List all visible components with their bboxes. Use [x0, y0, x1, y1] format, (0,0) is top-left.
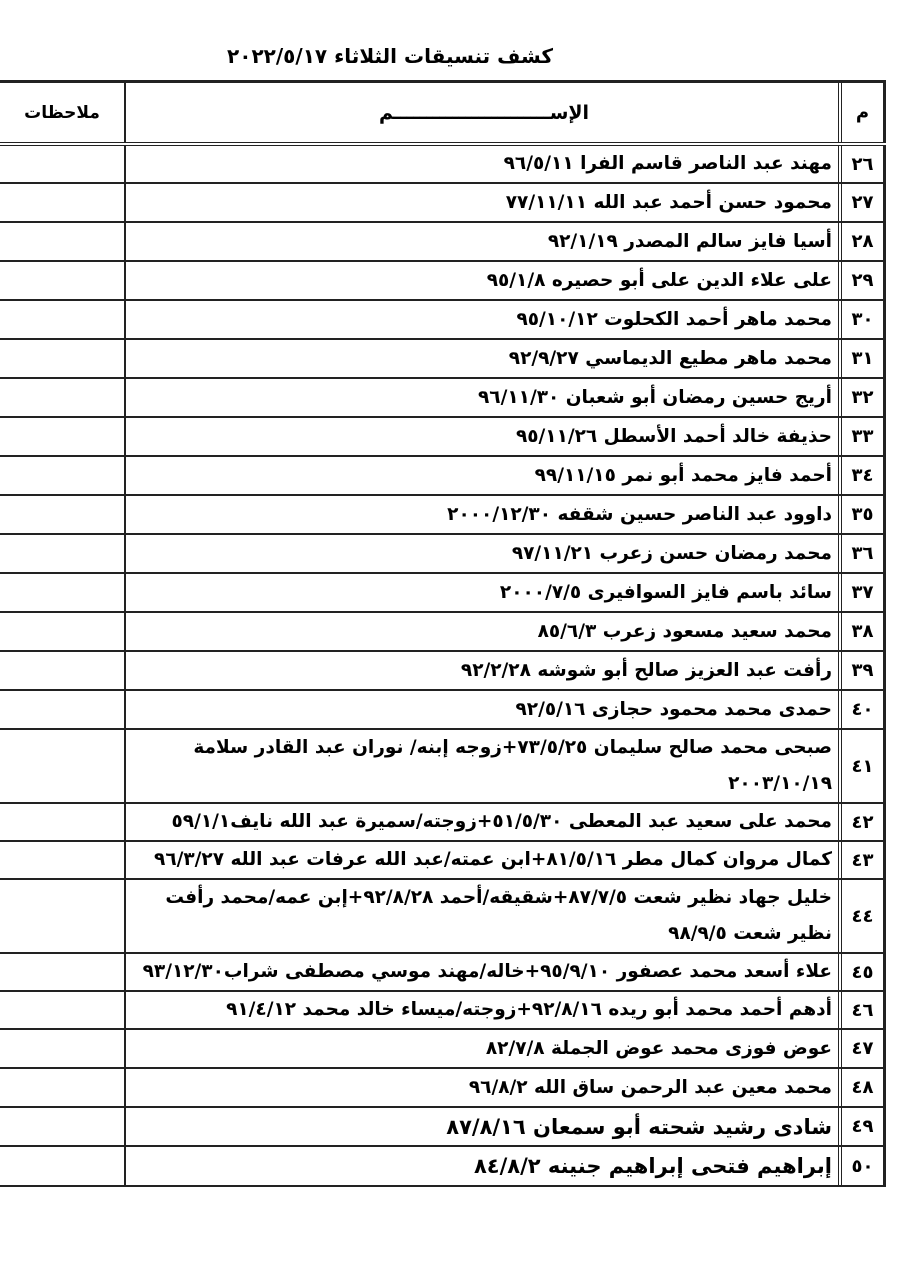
row-notes — [0, 301, 124, 338]
row-name: محمود حسن أحمد عبد الله ٧٧/١١/١١ — [124, 184, 838, 221]
table-row — [0, 535, 886, 574]
row-name: خليل جهاد نظير شعت ٨٧/٧/٥+شقيقه/أحمد ٩٢/٨/٢٨+إبن عمه/محمد رأفت نظير شعت ٩٨/٩/٥ — [124, 880, 838, 952]
row-name: محمد ماهر مطيع الديماسي ٩٢/٩/٢٧ — [124, 340, 838, 377]
row-number: ٤٠ — [838, 691, 886, 728]
table-row — [0, 880, 886, 954]
row-name: إبراهيم فتحى إبراهيم جنينه ٨٤/٨/٢ — [124, 1147, 838, 1185]
row-notes — [0, 146, 124, 182]
row-name: حذيفة خالد أحمد الأسطل ٩٥/١١/٢٦ — [124, 418, 838, 455]
row-number: ٤٧ — [838, 1030, 886, 1067]
row-number: ٣١ — [838, 340, 886, 377]
row-notes — [0, 184, 124, 221]
table-header-row — [0, 80, 886, 146]
table-body — [0, 146, 886, 1187]
table-row — [0, 1069, 886, 1108]
table-row — [0, 613, 886, 652]
row-name: داوود عبد الناصر حسين شقفه ٢٠٠٠/١٢/٣٠ — [124, 496, 838, 533]
table-row — [0, 223, 886, 262]
row-notes — [0, 1030, 124, 1067]
row-number: ٣٦ — [838, 535, 886, 572]
row-name: كمال مروان كمال مطر ٨١/٥/١٦+ابن عمته/عبد الله عرفات عبد الله ٩٦/٣/٢٧ — [124, 842, 838, 878]
table-row — [0, 574, 886, 613]
row-notes — [0, 340, 124, 377]
table-row — [0, 146, 886, 184]
row-notes — [0, 496, 124, 533]
table-row — [0, 1147, 886, 1187]
table-row — [0, 496, 886, 535]
row-notes — [0, 691, 124, 728]
row-notes — [0, 880, 124, 952]
row-number: ٢٩ — [838, 262, 886, 299]
row-number: ٤٤ — [838, 880, 886, 952]
row-name: أدهم أحمد محمد أبو ريده ٩٢/٨/١٦+زوجته/ميساء خالد محمد ٩١/٤/١٢ — [124, 992, 838, 1028]
row-number: ٢٦ — [838, 146, 886, 182]
row-notes — [0, 223, 124, 260]
row-notes — [0, 1069, 124, 1106]
table-row — [0, 1108, 886, 1147]
row-name: سائد باسم فايز السوافيرى ٢٠٠٠/٧/٥ — [124, 574, 838, 611]
row-number: ٤٩ — [838, 1108, 886, 1145]
row-notes — [0, 992, 124, 1028]
row-notes — [0, 1147, 124, 1185]
row-name: أسيا فايز سالم المصدر ٩٢/١/١٩ — [124, 223, 838, 260]
row-name: محمد معين عبد الرحمن ساق الله ٩٦/٨/٢ — [124, 1069, 838, 1106]
row-notes — [0, 613, 124, 650]
row-notes — [0, 842, 124, 878]
table-row — [0, 418, 886, 457]
table-row — [0, 730, 886, 804]
row-number: ٣٧ — [838, 574, 886, 611]
header-name: الإســــــــــــــــــــــــم — [124, 83, 838, 142]
row-number: ٣٠ — [838, 301, 886, 338]
table-row — [0, 652, 886, 691]
row-number: ٤٦ — [838, 992, 886, 1028]
row-notes — [0, 262, 124, 299]
row-number: ٤٥ — [838, 954, 886, 990]
row-number: ٤٢ — [838, 804, 886, 840]
schedule-table — [0, 80, 886, 1187]
row-notes — [0, 418, 124, 455]
row-name: محمد رمضان حسن زعرب ٩٧/١١/٢١ — [124, 535, 838, 572]
table-row — [0, 379, 886, 418]
table-row — [0, 457, 886, 496]
row-name: حمدى محمد محمود حجازى ٩٢/٥/١٦ — [124, 691, 838, 728]
row-name: أريج حسين رمضان أبو شعبان ٩٦/١١/٣٠ — [124, 379, 838, 416]
row-name: محمد ماهر أحمد الكحلوت ٩٥/١٠/١٢ — [124, 301, 838, 338]
row-number: ٣٥ — [838, 496, 886, 533]
row-notes — [0, 652, 124, 689]
table-row — [0, 262, 886, 301]
table-row — [0, 1030, 886, 1069]
row-number: ٤٣ — [838, 842, 886, 878]
row-name: أحمد فايز محمد أبو نمر ٩٩/١١/١٥ — [124, 457, 838, 494]
row-number: ٣٣ — [838, 418, 886, 455]
row-name: شادى رشيد شحته أبو سمعان ٨٧/٨/١٦ — [124, 1108, 838, 1145]
row-name: على علاء الدين على أبو حصيره ٩٥/١/٨ — [124, 262, 838, 299]
row-number: ٤١ — [838, 730, 886, 802]
row-notes — [0, 804, 124, 840]
row-number: ٣٨ — [838, 613, 886, 650]
page-title: كشف تنسيقات الثلاثاء ٢٠٢٢/٥/١٧ — [227, 44, 553, 68]
row-name: عوض فوزى محمد عوض الجملة ٨٢/٧/٨ — [124, 1030, 838, 1067]
row-name: رأفت عبد العزيز صالح أبو شوشه ٩٢/٢/٢٨ — [124, 652, 838, 689]
table-row — [0, 804, 886, 842]
row-notes — [0, 574, 124, 611]
row-notes — [0, 535, 124, 572]
row-number: ٣٢ — [838, 379, 886, 416]
header-number: م — [838, 83, 886, 142]
row-name: مهند عبد الناصر قاسم الفرا ٩٦/٥/١١ — [124, 146, 838, 182]
table-row — [0, 184, 886, 223]
row-notes — [0, 379, 124, 416]
table-row — [0, 691, 886, 730]
row-number: ٥٠ — [838, 1147, 886, 1185]
row-name: محمد سعيد مسعود زعرب ٨٥/٦/٣ — [124, 613, 838, 650]
row-notes — [0, 1108, 124, 1145]
row-number: ٢٧ — [838, 184, 886, 221]
row-number: ٤٨ — [838, 1069, 886, 1106]
row-name: محمد على سعيد عبد المعطى ٥١/٥/٣٠+زوجته/سميرة عبد الله نايف٥٩/١/١ — [124, 804, 838, 840]
row-notes — [0, 954, 124, 990]
table-row — [0, 992, 886, 1030]
row-number: ٢٨ — [838, 223, 886, 260]
table-row — [0, 842, 886, 880]
table-row — [0, 954, 886, 992]
row-notes — [0, 457, 124, 494]
row-notes — [0, 730, 124, 802]
table-row — [0, 340, 886, 379]
row-number: ٣٤ — [838, 457, 886, 494]
table-row — [0, 301, 886, 340]
header-notes: ملاحظات — [24, 102, 100, 123]
row-name: صبحى محمد صالح سليمان ٧٣/٥/٢٥+زوجه إبنه/ نوران عبد القادر سلامة ٢٠٠٣/١٠/١٩ — [124, 730, 838, 802]
row-name: علاء أسعد محمد عصفور ٩٥/٩/١٠+خاله/مهند موسي مصطفى شراب٩٣/١٢/٣٠ — [124, 954, 838, 990]
row-number: ٣٩ — [838, 652, 886, 689]
